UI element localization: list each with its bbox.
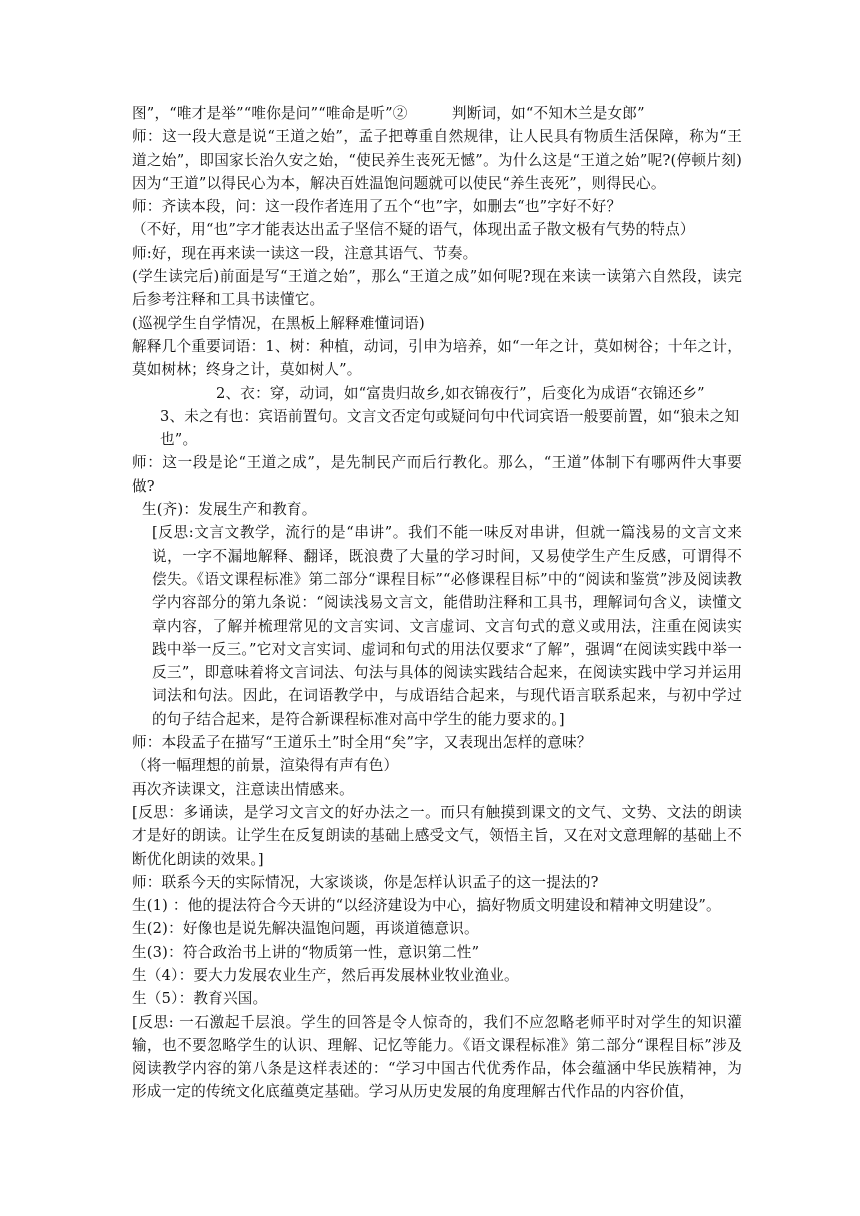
paragraph-24: [反思: 一石激起千层浪。学生的回答是令人惊奇的，我们不应忽略老师平时对学生的知识灌输，也不要忽略学生的认识、理解、记忆等能力。《语文课程标准》第二部分“课程目标”涉及阅读教学内容的第八条是这样表述的：“学习中国古代优秀作品，体会蕴涵中华民族精神，为形成一定的传统文化底蕴奠定基础。学习从历史发展的角度理解古代作品的内容价值， (132, 1013, 742, 1101)
paragraph-6: (学生读完后)前面是写“王道之始”，那么“王道之成”如何呢?现在来读一读第六自然段，读完后参考注释和工具书读懂它。 (132, 268, 742, 309)
paragraph-10: 3、未之有也：宾语前置句。文言文否定句或疑问句中代词宾语一般要前置，如“狼未之知也”。 (160, 407, 740, 449)
paragraph-13: [反思:文言文教学，流行的是“串讲”。我们不能一味反对串讲，但就一篇浅易的文言文来说，一字不漏地解释、翻译，既浪费了大量的学习时间，又易使学生产生反感，可谓得不偿失。《语文课程标准》第二部分“课程目标”“必修课程目标”中的“阅读和鉴赏”涉及阅读教学内容部分的第九条说：“阅读浅易文言文，能借助注释和工具书，理解词句含义，读懂文章内容，了解并梳理常见的文言实词、文言虚词、文言句式的意义或用法，注重在阅读实践中举一反三。”它对文言实词、虚词和句式的用法仅要求“了解”，强调“在阅读实践中举一反三”，即意味着将文言词法、句法与具体的阅读实践结合起来，在阅读实践中学习并运用词法和句法。因此，在词语教学中，与成语结合起来，与现代语言联系起来，与初中学过的句子结合起来，是符合新课程标准对高中学生的能力要求的。] (152, 524, 742, 728)
paragraph-16: 再次齐读课文，注意读出情感来。 (132, 780, 354, 798)
paragraph-18: 师：联系今天的实际情况，大家谈谈，你是怎样认识孟子的这一提法的? (132, 873, 599, 891)
paragraph-15: （将一幅理想的前景，渲染得有声有色） (132, 757, 399, 775)
paragraph-19: 生(1) ：他的提法符合今天讲的“以经济建设为中心，搞好物质文明建设和精神文明建设”。 (132, 897, 721, 915)
document-body (132, 102, 742, 1104)
paragraph-2: 师：这一段大意是说“王道之始”，孟子把尊重自然规律，让人民具有物质生活保障，称为“王道之始”，即国家长治久安之始，“使民养生丧死无憾”。为什么这是“王道之始”呢?(停顿片刻) 因为“王道”以得民心为本，解决百姓温饱问题就可以使民“养生丧死”，则得民心。 (132, 128, 742, 192)
paragraph-5: 师:好，现在再来读一读这一段，注意其语气、节奏。 (132, 244, 478, 262)
paragraph-12: 生(齐)：发展生产和教育。 (142, 501, 317, 519)
paragraph-3: 师：齐读本段，问：这一段作者连用了五个“也”字，如删去“也”字好不好？ (132, 198, 622, 216)
paragraph-11: 师：这一段是论“王道之成”，是先制民产而后行教化。那么，“王道”体制下有哪两件大事要做? (132, 454, 742, 495)
paragraph-17: [反思：多诵读，是学习文言文的好办法之一。而只有触摸到课文的文气、文势、文法的朗读才是好的朗读。让学生在反复朗读的基础上感受文气，领悟主旨，又在对文意理解的基础上不断优化朗读的效果。] (132, 803, 742, 868)
paragraph-20: 生(2)：好像也是说先解决温饱问题，再谈道德意识。 (132, 920, 479, 938)
paragraph-23: 生（5）：教育兴国。 (132, 990, 268, 1008)
paragraph-4: （不好，用“也”字才能表达出孟子坚信不疑的语气，体现出孟子散文极有气势的特点） (132, 221, 695, 239)
paragraph-1: 图”，“唯才是举”“唯你是问”“唯命是听”② 判断词，如“不知木兰是女郎” (132, 105, 645, 122)
paragraph-7: (巡视学生自学情况，在黑板上解释难懂词语) (132, 314, 425, 332)
paragraph-9: 2、衣：穿，动词，如“富贵归故乡,如衣锦夜行”，后变化为成语“衣锦还乡” (216, 384, 705, 402)
paragraph-14: 师：本段孟子在描写“王道乐土”时全用“矣”字，又表现出怎样的意味？ (132, 734, 592, 752)
paragraph-22: 生（4）：要大力发展农业生产，然后再发展林业牧业渔业。 (132, 966, 519, 984)
paragraph-8: 解释几个重要词语：1、树：种植，动词，引申为培养，如“一年之计，莫如树谷；十年之计，莫如树林；终身之计，莫如树人”。 (132, 337, 742, 379)
paragraph-21: 生(3)：符合政治书上讲的“物质第一性，意识第二性” (132, 943, 480, 961)
